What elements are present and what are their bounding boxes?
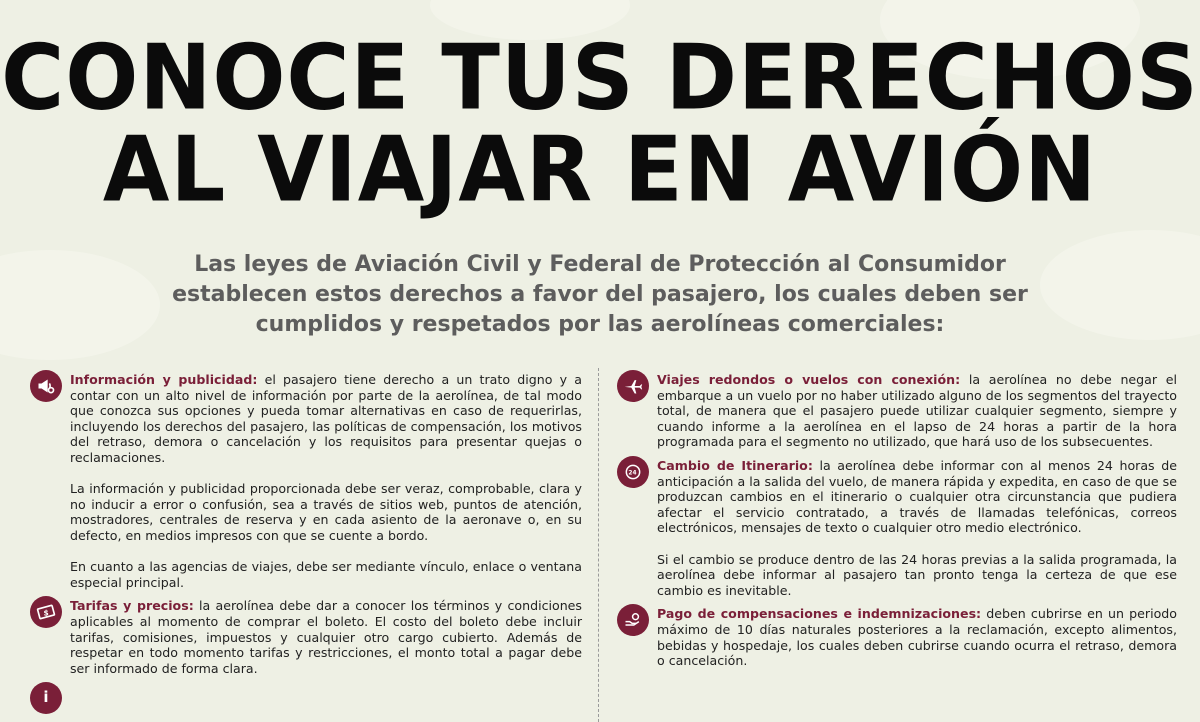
item-compensation [617,606,1177,668]
item-heading: Pago de compensaciones e indemnizaciones: [657,606,982,622]
item-tariffs [30,598,582,676]
item-heading: Viajes redondos o vuelos con conexión: [657,372,961,387]
left-column [30,372,583,707]
item-heading: Tarifas y precios: [70,598,194,614]
airplane-icon [617,370,649,402]
item-paragraph: Si el cambio se produce dentro de las 24 horas previas a la salida programada, la aerolínea debe informar al pasajero tan pronto tenga la certeza de que ese cambio es inevitable. [657,551,1177,598]
subtitle-line: establecen estos derechos a favor del pasajero, los cuales deben ser [172,282,1028,307]
svg-text:24: 24 [628,470,637,477]
item-text: Cambio de Itinerario: la aerolínea debe informar con al menos 24 horas de anticipación a la salida del vuelo, de manera rápida y expedita, en caso de que se produzcan cambios en el itinerario o cualquier otra circunstancia que pudiera afectar el servicio contratado, a través de llamadas telefónicas, correos electrónicos, mensajes de texto o cualquier otro medio electrónico. [657,457,1177,536]
money-hand-icon [617,604,649,636]
info-icon: i [30,682,62,714]
info-megaphone-icon [30,370,62,402]
column-divider [598,368,599,722]
right-column [617,372,1177,669]
right-item-information [30,372,582,590]
item-text: Información y publicidad: el pasajero tiene derecho a un trato digno y a contar con un alto nivel de información por parte de la aerolínea, de tal modo que conozca sus opciones y pueda tomar alternativas en caso de requerirlas, incluyendo los derechos del pasajero, las políticas de compensación, los motivos del retraso, demora o cancelación y los requisitos para presentar quejas o reclamaciones. [70,372,583,465]
item-heading: Cambio de Itinerario: [657,457,813,473]
item-paragraph: La información y publicidad proporcionada debe ser veraz, comprobable, clara y no inducir a error o confusión, sea a través de sitios web, puntos de atención, mostradores, centrales de reserva y en cada asiento de la aeronave o, en su defecto, en medios impresos con que se cuente a bordo. [70,481,582,543]
item-text: Pago de compensaciones e indemnizaciones: deben cubrirse en un periodo máximo de 10 días naturales posteriores a la reclamación, excepto alimentos, bebidas y hospedaje, los cuales deben cubrirse cuando ocurra el retraso, demora o cancelación. [657,606,1178,669]
page-title-line-2: AL VIAJAR EN AVIÓN [102,117,1098,223]
item-round-trips [617,372,1177,450]
item-paragraph: En cuanto a las agencias de viajes, debe ser mediante vínculo, enlace o ventana especial principal. [70,559,582,590]
item-text: Viajes redondos o vuelos con conexión: la aerolínea no debe negar el embarque a un vuelo por no haber utilizado alguno de los segmentos del trayecto total, de manera que el pasajero puede utilizar cualquier segmento, siempre y cuando informe a la aerolínea en el lapso de 24 horas a partir de la hora programada para el segmento no utilizado, que hará uso de los subsecuentes. [657,372,1177,450]
item-text: Tarifas y precios: la aerolínea debe dar a conocer los términos y condiciones aplicables al momento de comprar el boleto. El costo del boleto debe incluir tarifas, comisiones, impuestos y cualquier otro cargo cubierto. Además de respetar en todo momento tarifas y restricciones, el monto total a pagar debe ser informado de forma clara. [70,598,582,676]
page-title-line-1: CONOCE TUS DERECHOS [1,25,1199,131]
clock-24-icon [617,456,649,488]
item-itinerary-change [617,458,1177,598]
ticket-price-icon [30,596,62,628]
subtitle-line: Las leyes de Aviación Civil y Federal de Protección al Consumidor [194,252,1006,277]
svg-text:$: $ [43,608,49,618]
subtitle [0,250,1200,340]
item-heading: Información y publicidad: [70,372,258,387]
subtitle-line: cumplidos y respetados por las aerolíneas comerciales: [255,312,945,337]
